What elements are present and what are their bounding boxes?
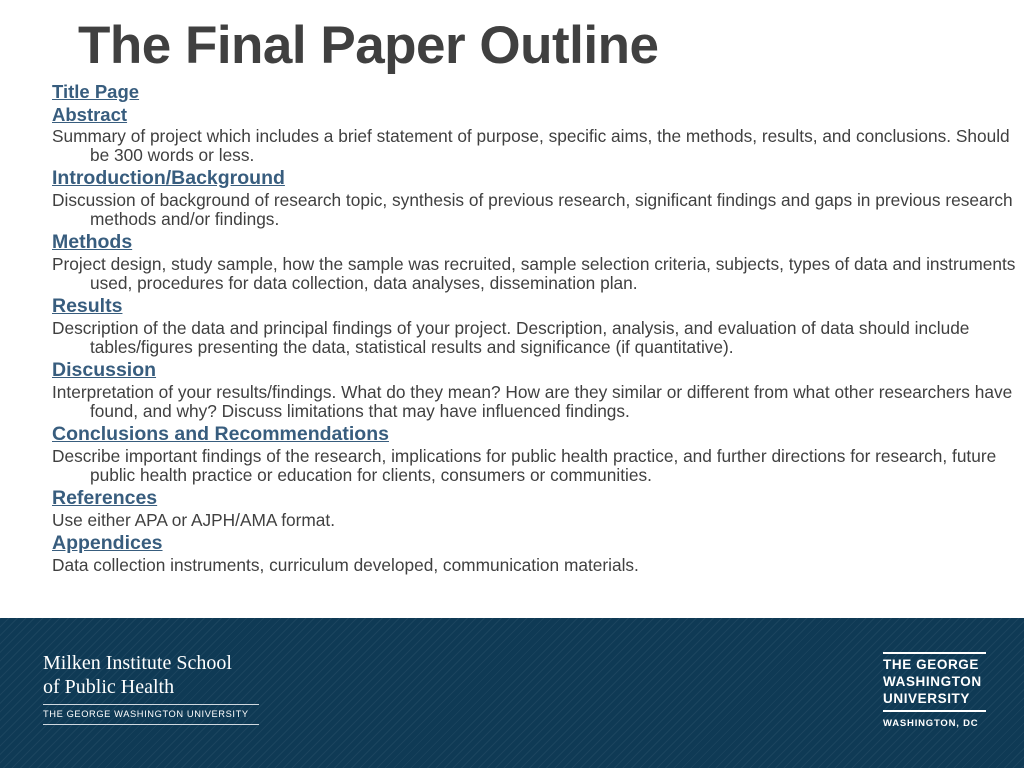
section-methods <box>52 230 1017 293</box>
section-conclusions <box>52 422 1017 485</box>
school-divider-top <box>43 704 259 705</box>
section-abstract <box>52 103 1017 165</box>
section-appendices <box>52 531 1017 575</box>
desc-conclusions: Describe important findings of the research, implications for public health practice, and further directions for research, future public health practice or education for clients, consumers or communities. <box>52 446 997 485</box>
gwu-logo <box>883 652 993 729</box>
desc-discussion: Interpretation of your results/findings. What do they mean? How are they similar or different from what other researchers have found, and why? Discuss limitations that may have influenced findings. <box>52 382 1013 421</box>
heading-introduction: Introduction/Background <box>52 167 285 189</box>
school-subtitle: THE GEORGE WASHINGTON UNIVERSITY <box>43 709 249 719</box>
heading-conclusions: Conclusions and Recommendations <box>52 423 389 445</box>
section-title-page <box>52 80 1017 103</box>
school-name-line1: Milken Institute School <box>43 652 232 674</box>
footer-banner <box>0 618 1024 768</box>
desc-abstract: Summary of project which includes a brief statement of purpose, specific aims, the methods, results, and conclusions. Should be 300 words or less. <box>52 126 1010 165</box>
heading-discussion: Discussion <box>52 359 157 381</box>
gwu-name: THE GEORGE WASHINGTON UNIVERSITY <box>883 657 982 706</box>
desc-appendices: Data collection instruments, curriculum developed, communication materials. <box>52 555 639 575</box>
desc-methods: Project design, study sample, how the sample was recruited, sample selection criteria, subjects, types of data and instruments used, procedures for data collection, data analyses, dissemination plan. <box>52 254 1016 293</box>
school-divider-bottom <box>43 724 259 725</box>
desc-references: Use either APA or AJPH/AMA format. <box>52 510 336 530</box>
section-references <box>52 486 1017 530</box>
gwu-rule-bottom <box>883 710 986 712</box>
heading-results: Results <box>52 295 123 317</box>
outline-content <box>52 80 1017 576</box>
heading-abstract: Abstract <box>52 104 128 125</box>
heading-references: References <box>52 487 158 509</box>
milken-school-logo <box>43 651 283 699</box>
heading-title-page: Title Page <box>52 81 140 102</box>
desc-introduction: Discussion of background of research topic, synthesis of previous research, significant findings and gaps in previous research methods and/or findings. <box>52 190 1013 229</box>
slide-title: The Final Paper Outline <box>78 16 659 75</box>
gwu-city: WASHINGTON, DC <box>883 718 979 729</box>
desc-results: Description of the data and principal findings of your project. Description, analysis, and evaluation of data should include tables/figures presenting the data, statistical results and significance (if quantitative). <box>52 318 970 357</box>
section-discussion <box>52 358 1017 421</box>
section-introduction <box>52 166 1017 229</box>
heading-appendices: Appendices <box>52 532 163 554</box>
school-name-line2: of Public Health <box>43 676 175 698</box>
heading-methods: Methods <box>52 231 133 253</box>
section-results <box>52 294 1017 357</box>
